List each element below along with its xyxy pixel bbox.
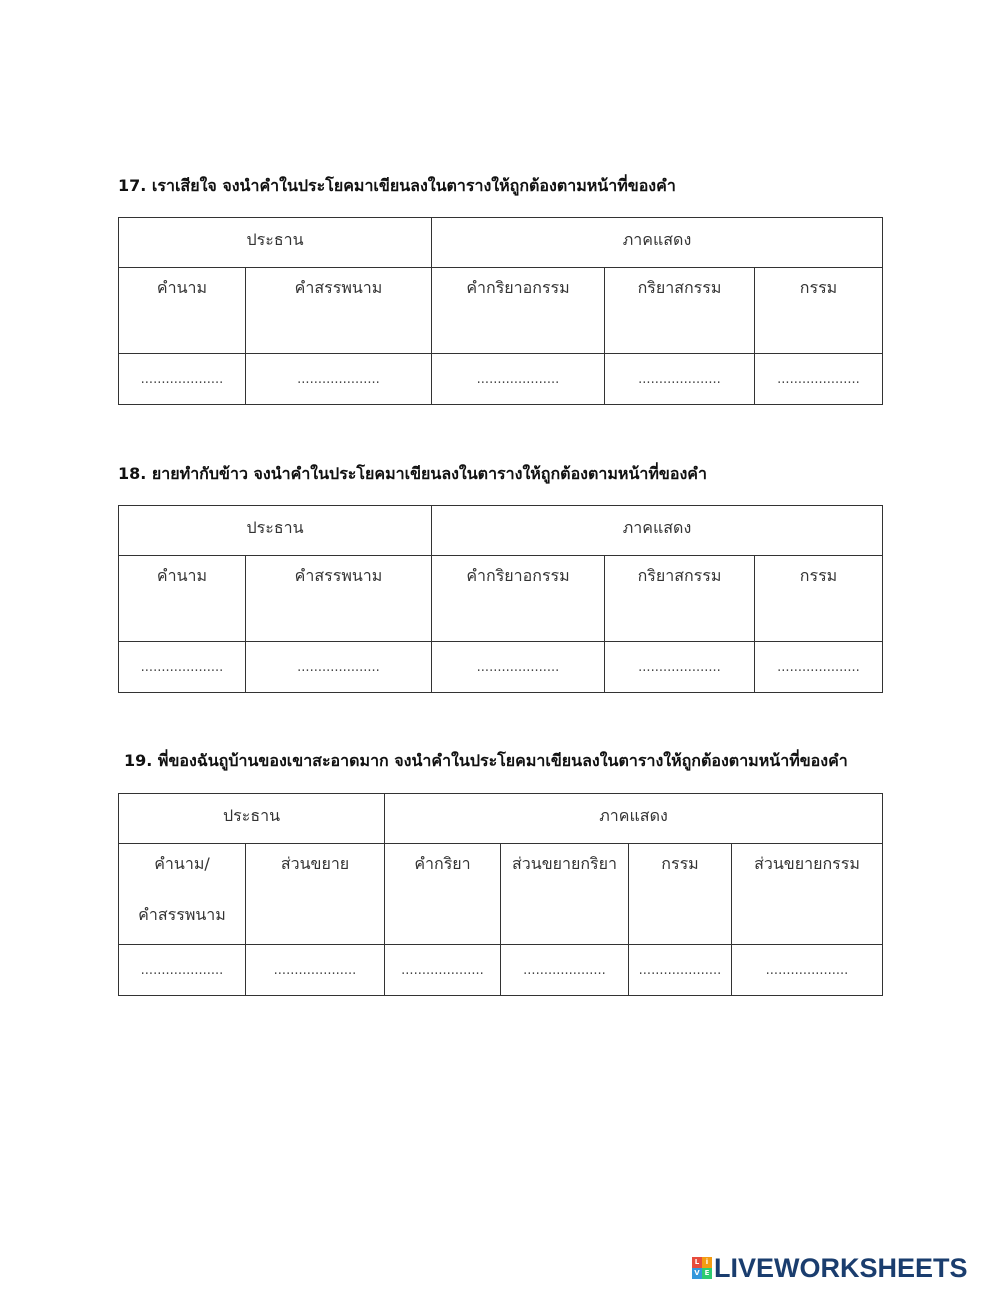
header-verb: คำกริยา — [385, 844, 501, 945]
logo-cube-v: V — [692, 1268, 702, 1279]
answer-blank[interactable]: .................... — [755, 642, 883, 693]
answer-blank[interactable]: .................... — [119, 642, 246, 693]
answer-blank[interactable]: .................... — [755, 354, 883, 405]
answer-table-19 — [118, 793, 883, 996]
header-predicate: ภาคแสดง — [385, 794, 883, 844]
logo-cube-i: i — [702, 1257, 712, 1268]
header-object: กรรม — [755, 268, 883, 354]
header-object-modifier: ส่วนขยายกรรม — [732, 844, 883, 945]
header-pronoun: คำสรรพนาม — [246, 268, 432, 354]
question-18-title: 18. ยายทำกับข้าว จงนำคำในประโยคมาเขียนลงในตารางให้ถูกต้องตามหน้าที่ของคำ — [118, 464, 707, 483]
header-object: กรรม — [755, 556, 883, 642]
answer-blank[interactable]: .................... — [605, 354, 755, 405]
header-noun-pronoun — [119, 844, 246, 945]
answer-blank[interactable]: .................... — [432, 642, 605, 693]
header-noun-line: คำนาม/ — [154, 854, 210, 873]
header-transitive-verb: กริยาสกรรม — [605, 268, 755, 354]
logo-cube-icon — [692, 1257, 712, 1279]
answer-table-18 — [118, 505, 883, 693]
header-subject: ประธาน — [119, 506, 432, 556]
header-intransitive-verb: คำกริยาอกรรม — [432, 556, 605, 642]
header-subject: ประธาน — [119, 794, 385, 844]
answer-blank[interactable]: .................... — [119, 945, 246, 996]
header-predicate: ภาคแสดง — [432, 506, 883, 556]
header-noun: คำนาม — [119, 268, 246, 354]
answer-blank[interactable]: .................... — [385, 945, 501, 996]
answer-blank[interactable]: .................... — [732, 945, 883, 996]
header-noun: คำนาม — [119, 556, 246, 642]
header-transitive-verb: กริยาสกรรม — [605, 556, 755, 642]
answer-blank[interactable]: .................... — [246, 945, 385, 996]
answer-blank[interactable]: .................... — [246, 354, 432, 405]
question-17-title: 17. เราเสียใจ จงนำคำในประโยคมาเขียนลงในตารางให้ถูกต้องตามหน้าที่ของคำ — [118, 176, 676, 195]
answer-blank[interactable]: .................... — [246, 642, 432, 693]
logo-text: LIVEWORKSHEETS — [714, 1252, 968, 1283]
header-intransitive-verb: คำกริยาอกรรม — [432, 268, 605, 354]
liveworksheets-logo[interactable] — [692, 1254, 968, 1282]
header-object: กรรม — [629, 844, 732, 945]
header-subject: ประธาน — [119, 218, 432, 268]
logo-cube-l: L — [692, 1257, 702, 1268]
header-pronoun-line: คำสรรพนาม — [138, 905, 226, 924]
question-19-title: 19. พี่ของฉันถูบ้านของเขาสะอาดมาก จงนำคำในประโยคมาเขียนลงในตารางให้ถูกต้องตามหน้าที่ของคำ — [124, 751, 848, 770]
answer-blank[interactable]: .................... — [605, 642, 755, 693]
answer-blank[interactable]: .................... — [432, 354, 605, 405]
answer-blank[interactable]: .................... — [119, 354, 246, 405]
header-modifier: ส่วนขยาย — [246, 844, 385, 945]
answer-blank[interactable]: .................... — [629, 945, 732, 996]
header-pronoun: คำสรรพนาม — [246, 556, 432, 642]
header-predicate: ภาคแสดง — [432, 218, 883, 268]
answer-blank[interactable]: .................... — [501, 945, 629, 996]
header-verb-modifier: ส่วนขยายกริยา — [501, 844, 629, 945]
logo-cube-e: E — [702, 1268, 712, 1279]
answer-table-17 — [118, 217, 883, 405]
